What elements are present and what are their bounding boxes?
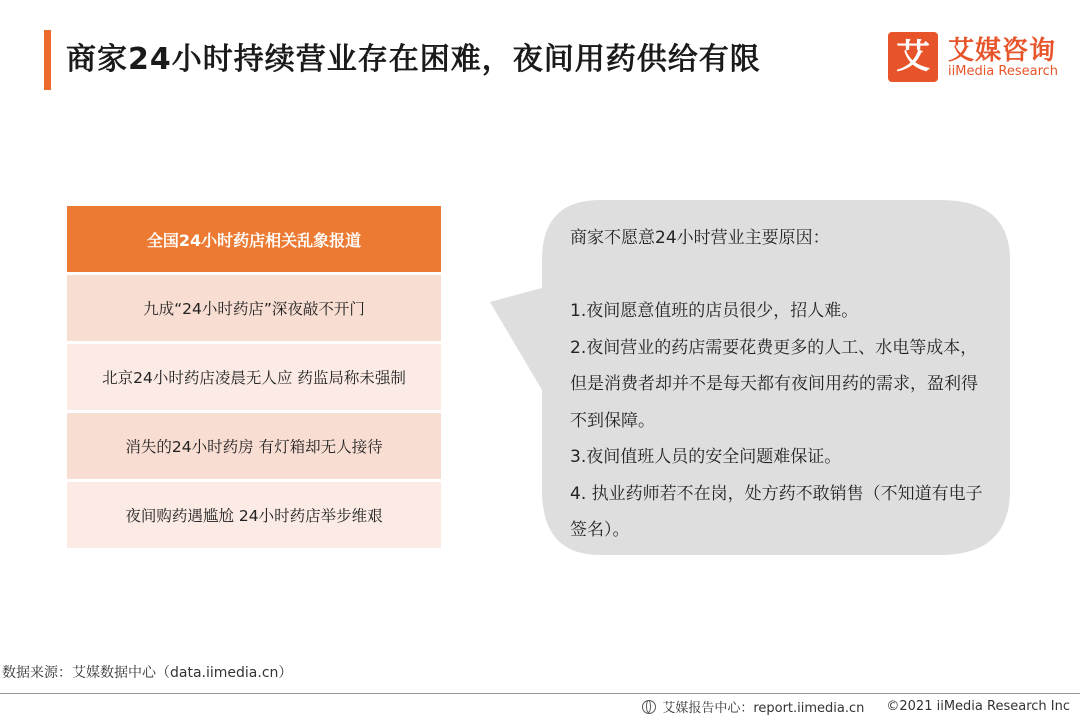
logo-name-cn: 艾媒咨询 (948, 36, 1057, 66)
table-row: 北京24小时药店凌晨无人应 药监局称未强制 (67, 344, 441, 410)
table-row: 消失的24小时药房 有灯箱却无人接待 (67, 413, 441, 479)
table-header: 全国24小时药店相关乱象报道 (67, 206, 441, 272)
copyright: ©2021 iiMedia Research Inc (886, 699, 1070, 714)
report-center-link[interactable]: 艾媒报告中心：report.iimedia.cn (662, 701, 865, 716)
reason-item: 3.夜间值班人员的安全问题难保证。 (570, 447, 842, 467)
reason-item: 4. 执业药师若不在岗，处方药不敢销售（不知道有电子签名）。 (570, 483, 983, 540)
bubble-text (570, 220, 990, 549)
logo-name-en: iiMedia Research (948, 64, 1059, 79)
bubble-heading: 商家不愿意24小时营业主要原因： (570, 228, 830, 248)
table-row: 夜间购药遇尴尬 24小时药店举步维艰 (67, 482, 441, 548)
footer (642, 697, 1070, 716)
title-accent-bar (44, 30, 51, 90)
globe-icon (642, 700, 656, 714)
reason-item: 2.夜间营业的药店需要花费更多的人工、水电等成本，但是消费者却并不是每天都有夜间用药的需求，盈利得不到保障。 (570, 337, 978, 431)
table-row: 九成“24小时药店”深夜敲不开门 (67, 275, 441, 341)
reasons-speech-bubble (490, 200, 1020, 560)
reports-table (67, 206, 441, 548)
data-source: 数据来源：艾媒数据中心（data.iimedia.cn） (2, 665, 293, 681)
footer-divider (0, 693, 1080, 694)
page-title: 商家24小时持续营业存在困难，夜间用药供给有限 (66, 42, 761, 77)
brand-logo (888, 30, 1068, 84)
logo-icon: 艾 (888, 32, 938, 82)
reason-item: 1.夜间愿意值班的店员很少，招人难。 (570, 301, 859, 321)
